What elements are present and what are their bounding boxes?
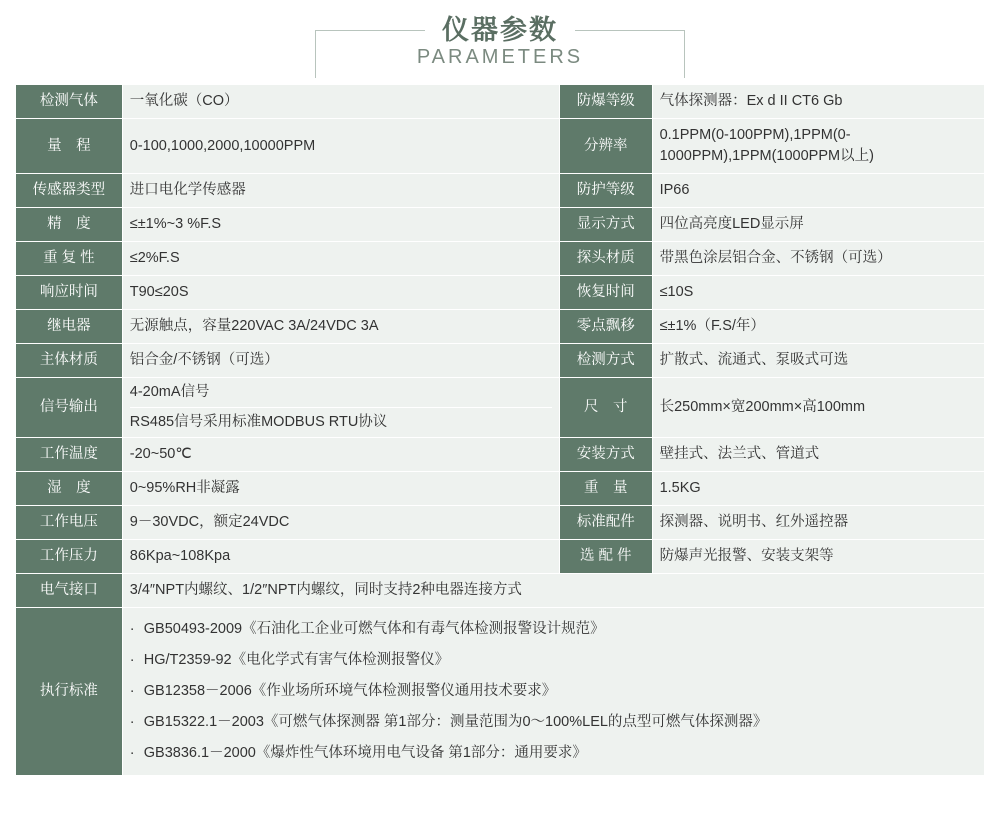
page-title-cn: 仪器参数 [442,15,558,45]
table-row [16,174,985,208]
row-value-sensor-type: 进口电化学传感器 [122,174,559,208]
row-label-body-material: 主体材质 [16,344,123,378]
row-value-humidity: 0~95%RH非凝露 [122,472,559,506]
row-label-standards: 执行标准 [16,608,123,776]
row-value-response-time: T90≤20S [122,276,559,310]
row-value-relay: 无源触点，容量220VAC 3A/24VDC 3A [122,310,559,344]
standard-text: GB3836.1－2000《爆炸性气体环境用电气设备 第1部分：通用要求》 [143,745,587,762]
list-item: · GB50493-2009《石油化工企业可燃气体和有毒气体检测报警设计规范》 [129,621,605,638]
row-value-probe-material: 带黑色涂层铝合金、不锈钢（可选） [652,242,984,276]
list-item: · HG/T2359-92《电化学式有害气体检测报警仪》 [129,652,450,669]
table-row-standards [16,608,985,776]
row-label-working-temperature: 工作温度 [16,438,123,472]
row-label-standard-accessories: 标准配件 [559,506,652,540]
row-label-repeatability: 重 复 性 [16,242,123,276]
signal-output-line-2: RS485信号采用标准MODBUS RTU协议 [129,414,388,431]
row-value-installation: 壁挂式、法兰式、管道式 [652,438,984,472]
row-value-optional-accessories: 防爆声光报警、安装支架等 [652,540,984,574]
table-row [16,276,985,310]
standard-text: HG/T2359-92《电化学式有害气体检测报警仪》 [143,652,450,669]
row-value-detection-method: 扩散式、流通式、泵吸式可选 [652,344,984,378]
signal-output-line-1: 4-20mA信号 [130,378,552,408]
table-row [16,472,985,506]
row-value-standard-accessories: 探测器、说明书、红外遥控器 [652,506,984,540]
standard-text: GB12358－2006《作业场所环境气体检测报警仪通用技术要求》 [143,683,557,700]
row-label-sensor-type: 传感器类型 [16,174,123,208]
row-label-weight: 重 量 [559,472,652,506]
row-value-recovery-time: ≤10S [652,276,984,310]
row-value-resolution: 0.1PPM(0-100PPM),1PPM(0-1000PPM),1PPM(1000PPM以上) [652,119,984,174]
table-row [16,344,985,378]
row-value-weight: 1.5KG [652,472,984,506]
list-item: · GB12358－2006《作业场所环境气体检测报警仪通用技术要求》 [129,683,557,700]
row-label-detection-method: 检测方式 [559,344,652,378]
list-item: · GB3836.1－2000《爆炸性气体环境用电气设备 第1部分：通用要求》 [129,745,587,762]
row-value-accuracy: ≤±1%~3 %F.S [122,208,559,242]
table-row-signal-output [16,378,985,438]
row-label-accuracy: 精 度 [16,208,123,242]
row-label-protection-grade: 防护等级 [559,174,652,208]
parameters-table [15,84,985,776]
row-value-signal-output [122,378,559,438]
row-value-body-material: 铝合金/不锈钢（可选） [122,344,559,378]
table-row [16,242,985,276]
row-value-repeatability: ≤2%F.S [122,242,559,276]
standards-list [122,608,984,776]
row-label-gas: 检测气体 [16,85,123,119]
table-row-electrical-interface [16,574,985,608]
row-label-relay: 继电器 [16,310,123,344]
standard-text: GB50493-2009《石油化工企业可燃气体和有毒气体检测报警设计规范》 [143,621,605,638]
row-label-display: 显示方式 [559,208,652,242]
row-label-working-voltage: 工作电压 [16,506,123,540]
row-value-protection-grade: IP66 [652,174,984,208]
standard-text: GB15322.1－2003《可燃气体探测器 第1部分：测量范围为0～100%LEL的点型可燃气体探测器》 [143,714,768,731]
row-label-explosion-grade: 防爆等级 [559,85,652,119]
row-label-response-time: 响应时间 [16,276,123,310]
row-value-working-voltage: 9－30VDC，额定24VDC [122,506,559,540]
row-label-recovery-time: 恢复时间 [559,276,652,310]
row-value-range: 0-100,1000,2000,10000PPM [122,119,559,174]
row-label-signal-output: 信号输出 [16,378,123,438]
table-row [16,119,985,174]
page-header [0,0,1000,84]
row-label-range: 量 程 [16,119,123,174]
table-row [16,540,985,574]
row-value-explosion-grade: 气体探测器：Ex d II CT6 Gb [652,85,984,119]
row-value-working-temperature: -20~50℃ [122,438,559,472]
row-value-electrical-interface: 3/4″NPT内螺纹、1/2″NPT内螺纹，同时支持2种电器连接方式 [122,574,984,608]
table-row [16,208,985,242]
row-label-zero-drift: 零点飘移 [559,310,652,344]
table-row [16,506,985,540]
row-value-zero-drift: ≤±1%（F.S/年） [652,310,984,344]
list-item: · GB15322.1－2003《可燃气体探测器 第1部分：测量范围为0～100%LEL的点型可燃气体探测器》 [129,714,768,731]
row-label-humidity: 湿 度 [16,472,123,506]
row-label-optional-accessories: 选 配 件 [559,540,652,574]
row-label-resolution: 分辨率 [559,119,652,174]
table-row [16,310,985,344]
row-label-installation: 安装方式 [559,438,652,472]
row-label-working-pressure: 工作压力 [16,540,123,574]
row-value-display: 四位高亮度LED显示屏 [652,208,984,242]
row-value-dimensions: 长250mm×宽200mm×高100mm [652,378,984,438]
row-value-gas: 一氧化碳（CO） [122,85,559,119]
row-label-probe-material: 探头材质 [559,242,652,276]
row-label-dimensions: 尺 寸 [559,378,652,438]
table-row [16,85,985,119]
table-row [16,438,985,472]
page-title-en: PARAMETERS [416,46,584,68]
row-label-electrical-interface: 电气接口 [16,574,123,608]
row-value-working-pressure: 86Kpa~108Kpa [122,540,559,574]
